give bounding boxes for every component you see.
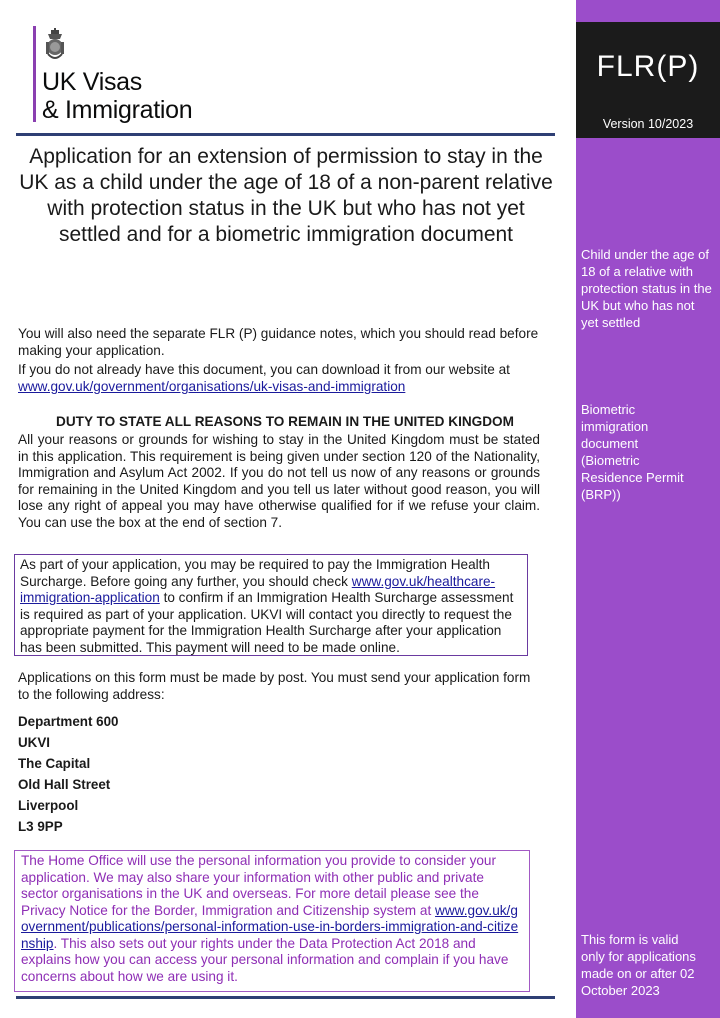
privacy-text-1: The Home Office will use the personal information you provide to consider your application. We may also share your information with other public and private sector organisations in the UK and overseas. For more detail please see the Privacy Notice for the Border, Immigration and Citizenship system at [21, 853, 497, 918]
surcharge-text-1: As part of your application, you may be required to pay the Immigration Health Surcharge. Before going any further, you should check [20, 557, 490, 589]
guidance-text-2: If you do not already have this document, you can download it from our website at [18, 362, 510, 377]
privacy-text-2: . This also sets out your rights under the Data Protection Act 2018 and explains how you can access your personal information and complain if you have concerns about how we are using it. [21, 935, 509, 984]
privacy-box [14, 850, 530, 992]
duty-heading: DUTY TO STATE ALL REASONS TO REMAIN IN THE UNITED KINGDOM [56, 414, 514, 429]
address-line: Old Hall Street [18, 777, 111, 792]
surcharge-box [14, 554, 528, 656]
logo-line-1: UK Visas [42, 68, 142, 96]
sidebar-biometric: Biometric immigration document (Biometric Residence Permit (BRP)) [581, 402, 684, 502]
form-code: FLR(P) [596, 50, 700, 83]
privacy-link[interactable]: www.gov.uk/government/publications/personal-information-use-in-borders-immigration-and-citizenship [21, 902, 519, 951]
postal-address [18, 711, 118, 837]
royal-crest-icon [42, 28, 68, 62]
form-code-block [576, 22, 720, 138]
address-line: Liverpool [18, 798, 79, 813]
duty-body: All your reasons or grounds for wishing to stay in the United Kingdom must be stated in this application. This requirement is being given under section 120 of the Nationality, Immigration and Asylum Act 2002. If you do not tell us now of any reasons or grounds for remaining in the United Kingdom and you tell us later without good reason, you will lose any right of appeal you may have otherwise qualified for if we refuse your claim. You can use the box at the end of section 7. [18, 432, 540, 530]
footer-rule [16, 996, 555, 999]
surcharge-link[interactable]: www.gov.uk/healthcare-immigration-application [20, 573, 496, 605]
logo-bar [33, 26, 36, 122]
guidance-link[interactable]: www.gov.uk/government/organisations/uk-visas-and-immigration [18, 379, 406, 394]
header-rule [16, 133, 555, 136]
post-instruction: Applications on this form must be made by post. You must send your application form to the following address: [18, 670, 531, 702]
logo-line-2: & Immigration [42, 96, 193, 124]
logo-text [42, 68, 192, 124]
address-line: Department 600 [18, 714, 119, 729]
address-line: UKVI [18, 735, 50, 750]
page-title: Application for an extension of permission to stay in the UK as a child under the age of 18 of a non-parent relative with protection status in the UK but who has not yet settled and for a biometric immigration document [19, 145, 553, 246]
address-line: The Capital [18, 756, 91, 771]
address-line: L3 9PP [18, 819, 63, 834]
sidebar [576, 0, 720, 1018]
sidebar-validity: This form is valid only for applications made on or after 02 October 2023 [581, 932, 696, 998]
surcharge-text-2: to confirm if an Immigration Health Surcharge assessment is required as part of your application. UKVI will contact you directly to request the appropriate payment for the Immigration Health Surcharge after your application has been submitted. This payment will need to be made online. [20, 590, 514, 655]
sidebar-category: Child under the age of 18 of a relative with protection status in the UK but who has not yet settled [581, 247, 712, 330]
guidance-paragraph [18, 325, 552, 395]
guidance-text-1: You will also need the separate FLR (P) guidance notes, which you should read before making your application. [18, 326, 539, 358]
form-version: Version 10/2023 [602, 117, 694, 131]
